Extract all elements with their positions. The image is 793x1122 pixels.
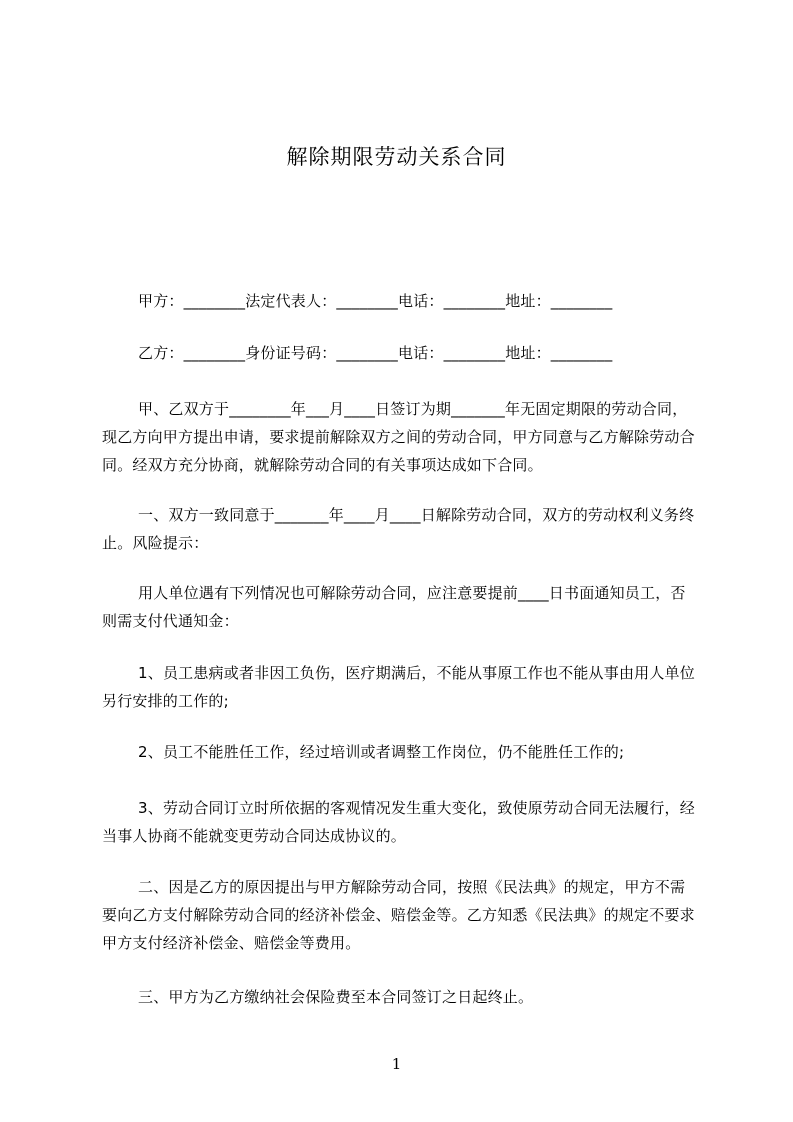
clause-three: 三、甲方为乙方缴纳社会保险费至本合同签订之日起终止。 xyxy=(138,988,534,1006)
risk-item-2: 2、员工不能胜任工作，经过培训或者调整工作岗位，仍不能胜任工作的; xyxy=(138,743,625,761)
clause-one: 一、双方一致同意于_______年____月____日解除劳动合同，双方的劳动权利义务终止。风险提示： xyxy=(102,506,695,552)
risk-item-1: 1、员工患病或者非因工负伤，医疗期满后，不能从事原工作也不能从事由用人单位另行安排的工作的; xyxy=(102,664,695,710)
risk-item-3: 3、劳动合同订立时所依据的客观情况发生重大变化，致使原劳动合同无法履行，经当事人协商不能就变更劳动合同达成协议的。 xyxy=(102,799,695,845)
party-b-info: 乙方：________身份证号码：________电话：________地址：________ xyxy=(138,344,613,362)
page-number: 1 xyxy=(391,1055,402,1073)
clause-two: 二、因是乙方的原因提出与甲方解除劳动合同，按照《民法典》的规定，甲方不需要向乙方支付解除劳动合同的经济补偿金、赔偿金等。乙方知悉《民法典》的规定不要求甲方支付经济补偿金、赔偿金等费用。 xyxy=(102,878,695,952)
preamble-paragraph: 甲、乙双方于________年___月____日签订为期_______年无固定期限的劳动合同，现乙方向甲方提出申请，要求提前解除双方之间的劳动合同，甲方同意与乙方解除劳动合同。经双方充分协商，就解除劳动合同的有关事项达成如下合同。 xyxy=(102,400,695,474)
document-title: 解除期限劳动关系合同 xyxy=(286,145,507,169)
party-a-info: 甲方：________法定代表人：________电话：________地址：________ xyxy=(138,292,613,310)
risk-notice: 用人单位遇有下列情况也可解除劳动合同，应注意要提前____日书面通知员工，否则需支付代通知金： xyxy=(102,584,686,630)
